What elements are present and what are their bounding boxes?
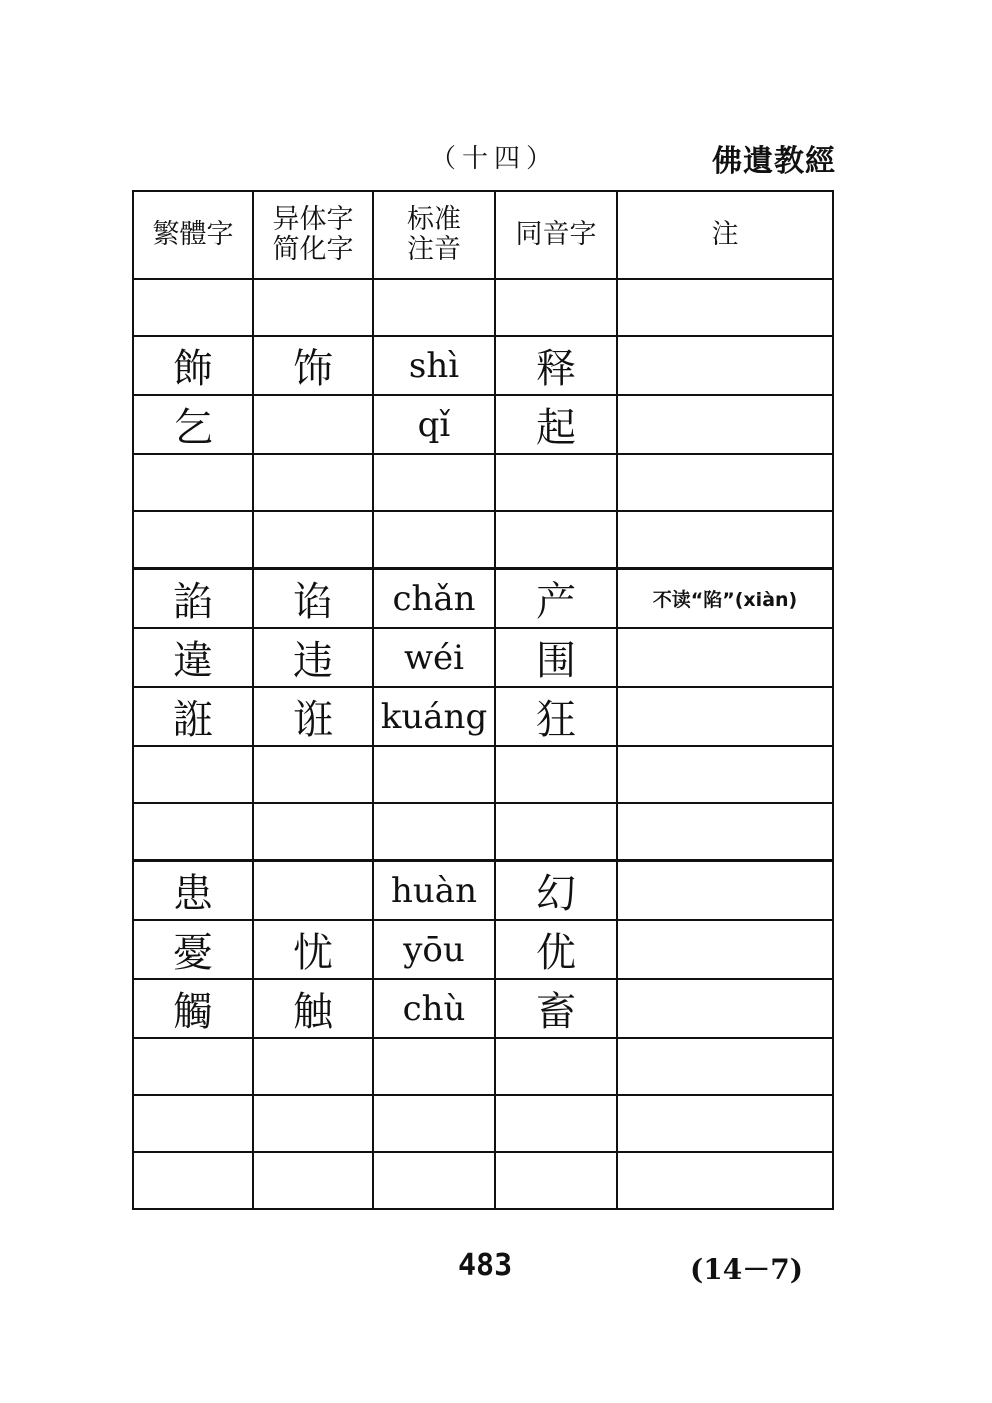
cell-homophone	[495, 746, 617, 803]
cell-pinyin-text: huàn	[391, 870, 477, 911]
table-row	[133, 395, 833, 454]
page-number: 483	[458, 1248, 513, 1283]
cell-pinyin	[373, 1095, 495, 1152]
cell-note	[617, 628, 833, 687]
table-row	[133, 569, 833, 629]
character-table	[132, 190, 834, 1210]
cell-homophone	[495, 861, 617, 921]
cell-simplified	[253, 687, 373, 746]
cell-pinyin	[373, 279, 495, 336]
cell-traditional	[133, 336, 253, 395]
cell-traditional	[133, 511, 253, 569]
cell-note	[617, 279, 833, 336]
cell-traditional-text: 觸	[173, 989, 213, 1035]
cell-pinyin	[373, 511, 495, 569]
cell-note	[617, 1038, 833, 1095]
cell-traditional-text: 誑	[173, 697, 213, 743]
cell-pinyin	[373, 979, 495, 1038]
cell-simplified	[253, 1152, 373, 1209]
cell-traditional	[133, 1038, 253, 1095]
cell-pinyin	[373, 628, 495, 687]
table-row	[133, 861, 833, 921]
cell-pinyin-text: chù	[402, 988, 466, 1029]
table-row	[133, 628, 833, 687]
cell-homophone	[495, 454, 617, 511]
cell-note	[617, 511, 833, 569]
cell-traditional	[133, 746, 253, 803]
cell-traditional	[133, 279, 253, 336]
cell-traditional-text: 諂	[173, 579, 213, 625]
cell-simplified	[253, 1095, 373, 1152]
cell-simplified	[253, 628, 373, 687]
section-number: （十四）	[430, 144, 559, 174]
col-header-homophone: 同音字	[495, 191, 617, 279]
cell-pinyin	[373, 803, 495, 861]
cell-simplified	[253, 920, 373, 979]
cell-pinyin-text: wéi	[403, 637, 465, 678]
cell-homophone-text: 释	[536, 346, 576, 392]
cell-homophone	[495, 920, 617, 979]
col-header-pinyin: 标准 注音	[373, 191, 495, 279]
page-reference: (14－7)	[690, 1253, 803, 1286]
cell-traditional	[133, 454, 253, 511]
cell-note	[617, 1095, 833, 1152]
cell-note	[617, 861, 833, 921]
cell-simplified	[253, 395, 373, 454]
cell-pinyin	[373, 1038, 495, 1095]
cell-homophone-text: 产	[536, 579, 576, 625]
cell-simplified	[253, 511, 373, 569]
cell-traditional-text: 飾	[173, 346, 213, 392]
cell-homophone	[495, 628, 617, 687]
cell-pinyin-text: shì	[408, 345, 460, 386]
col-header-simplified: 异体字 简化字	[253, 191, 373, 279]
cell-simplified	[253, 569, 373, 629]
cell-note	[617, 746, 833, 803]
cell-simplified	[253, 803, 373, 861]
cell-homophone-text: 起	[536, 405, 576, 451]
cell-simplified	[253, 746, 373, 803]
cell-simplified-text: 忧	[293, 930, 333, 976]
table-row	[133, 687, 833, 746]
cell-note	[617, 687, 833, 746]
cell-note	[617, 1152, 833, 1209]
cell-simplified	[253, 1038, 373, 1095]
cell-homophone	[495, 279, 617, 336]
cell-homophone-text: 优	[536, 930, 576, 976]
cell-traditional	[133, 395, 253, 454]
cell-traditional	[133, 1152, 253, 1209]
cell-traditional	[133, 803, 253, 861]
cell-traditional	[133, 861, 253, 921]
cell-pinyin	[373, 687, 495, 746]
cell-simplified-text: 饰	[293, 346, 333, 392]
cell-traditional-text: 患	[173, 871, 213, 917]
cell-pinyin-text: yōu	[403, 929, 465, 970]
cell-homophone-text: 幻	[536, 871, 576, 917]
cell-note	[617, 336, 833, 395]
cell-simplified-text: 违	[293, 638, 333, 684]
table-row	[133, 1038, 833, 1095]
cell-homophone	[495, 336, 617, 395]
table-row	[133, 920, 833, 979]
cell-homophone	[495, 395, 617, 454]
table-row	[133, 979, 833, 1038]
cell-pinyin	[373, 569, 495, 629]
cell-traditional-text: 乞	[173, 405, 213, 451]
table-row	[133, 336, 833, 395]
cell-homophone	[495, 803, 617, 861]
cell-pinyin-text: qǐ	[417, 404, 451, 445]
cell-traditional	[133, 687, 253, 746]
cell-pinyin	[373, 336, 495, 395]
cell-note	[617, 395, 833, 454]
cell-traditional-text: 違	[173, 638, 213, 684]
cell-note	[617, 803, 833, 861]
cell-pinyin	[373, 746, 495, 803]
cell-homophone	[495, 1152, 617, 1209]
cell-homophone	[495, 979, 617, 1038]
cell-traditional	[133, 569, 253, 629]
cell-note-text: 不读“陷”(xiàn)	[652, 589, 798, 611]
cell-simplified	[253, 979, 373, 1038]
cell-simplified	[253, 279, 373, 336]
cell-homophone	[495, 569, 617, 629]
cell-traditional-text: 憂	[173, 930, 213, 976]
cell-simplified	[253, 861, 373, 921]
table-row	[133, 454, 833, 511]
cell-traditional	[133, 979, 253, 1038]
cell-pinyin-text: chǎn	[392, 578, 476, 619]
cell-note	[617, 454, 833, 511]
sutra-title: 佛遺教經	[712, 144, 836, 179]
table-header-row	[133, 191, 833, 279]
cell-homophone	[495, 1095, 617, 1152]
cell-pinyin	[373, 395, 495, 454]
cell-homophone	[495, 1038, 617, 1095]
cell-simplified-text: 谄	[293, 579, 333, 625]
cell-pinyin	[373, 920, 495, 979]
cell-pinyin	[373, 1152, 495, 1209]
cell-simplified-text: 触	[293, 989, 333, 1035]
col-header-traditional: 繁體字	[133, 191, 253, 279]
cell-note	[617, 569, 833, 629]
cell-homophone-text: 狂	[536, 697, 576, 743]
cell-simplified	[253, 454, 373, 511]
cell-homophone	[495, 687, 617, 746]
table-row	[133, 746, 833, 803]
cell-pinyin-text: kuáng	[380, 696, 488, 737]
table-row	[133, 1152, 833, 1209]
table-row	[133, 1095, 833, 1152]
cell-pinyin	[373, 454, 495, 511]
table-row	[133, 803, 833, 861]
table-row	[133, 511, 833, 569]
col-header-note: 注	[617, 191, 833, 279]
cell-simplified	[253, 336, 373, 395]
table-row	[133, 279, 833, 336]
cell-homophone-text: 围	[536, 638, 576, 684]
cell-homophone-text: 畜	[536, 989, 576, 1035]
cell-traditional	[133, 628, 253, 687]
cell-traditional	[133, 1095, 253, 1152]
cell-note	[617, 920, 833, 979]
cell-homophone	[495, 511, 617, 569]
cell-traditional	[133, 920, 253, 979]
cell-note	[617, 979, 833, 1038]
cell-pinyin	[373, 861, 495, 921]
cell-simplified-text: 诳	[293, 697, 333, 743]
